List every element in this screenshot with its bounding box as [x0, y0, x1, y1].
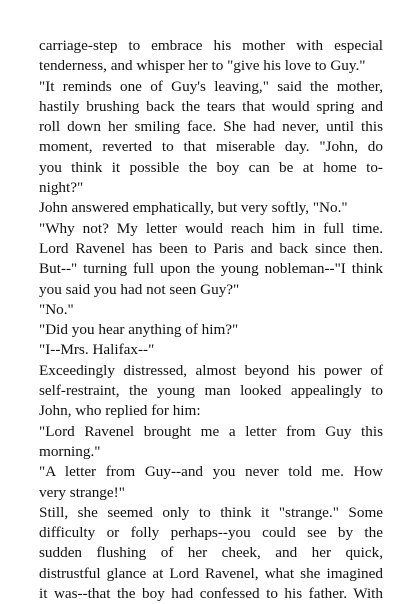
text-line: it was--that the boy had confessed to his father. With — [39, 585, 383, 603]
text-line: "Lord Ravenel brought me a letter from Guy this — [39, 422, 383, 440]
text-line: Lord Ravenel has been to Paris and back since then. — [39, 239, 383, 257]
body-text — [39, 36, 383, 604]
text-line: difficulty or folly perhaps--you could see by the — [39, 524, 383, 542]
text-line: tenderness, and whisper her to "give his love to Guy." — [39, 57, 366, 75]
text-line: "It reminds one of Guy's leaving," said the mother, — [39, 77, 383, 95]
text-line: hastily brushing back the tears that would spring and — [39, 97, 383, 115]
text-line: "A letter from Guy--and you never told me. How — [39, 463, 383, 481]
text-line: morning." — [39, 442, 101, 460]
text-line: distrustful glance at Lord Ravenel, what she imagined — [39, 564, 383, 582]
text-line: "I--Mrs. Halifax--" — [39, 341, 155, 359]
text-line: you said you had not seen Guy?" — [39, 280, 240, 298]
text-line: self-restraint, the young man looked appealingly to — [39, 382, 383, 400]
text-line: "Did you hear anything of him?" — [39, 321, 239, 339]
text-line: you think it possible the boy can be at home to- — [39, 158, 383, 176]
text-line: sudden flushing of her cheek, and her quick, — [39, 544, 383, 562]
text-line: very strange!" — [39, 483, 125, 501]
text-line: Still, she seemed only to think it "strange." Some — [39, 503, 383, 521]
text-line: Exceedingly distressed, almost beyond his power of — [39, 361, 383, 379]
text-line: night?" — [39, 179, 84, 197]
text-line: "No." — [39, 300, 74, 318]
text-line: But--" turning full upon the young nobleman--"I think — [39, 260, 383, 278]
text-line: John, who replied for him: — [39, 402, 201, 420]
text-line: John answered emphatically, but very softly, "No." — [39, 199, 348, 217]
text-line: moment, reverted to that miserable day. "John, do — [39, 138, 383, 156]
text-line: roll down her smiling face. She had never, until this — [39, 118, 383, 136]
text-line: "Why not? My letter would reach him in full time. — [39, 219, 383, 237]
text-line: carriage-step to embrace his mother with especial — [39, 37, 383, 54]
